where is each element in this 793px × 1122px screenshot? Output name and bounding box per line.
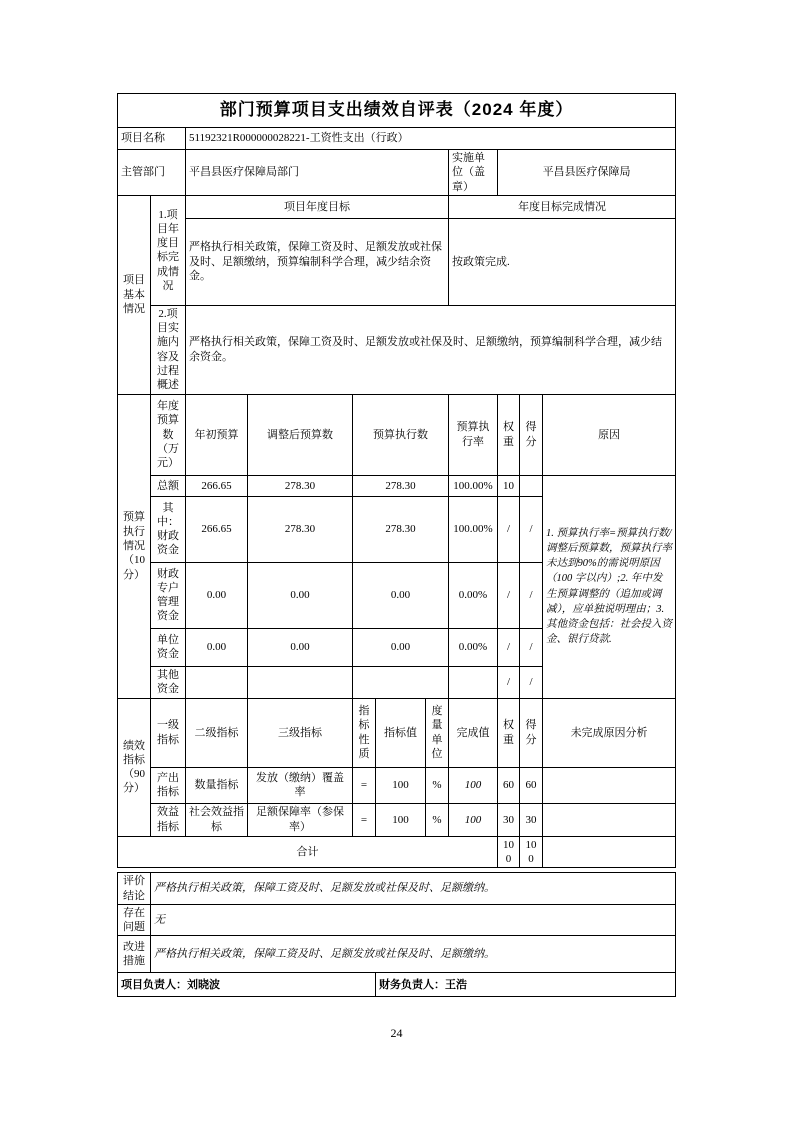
- total-reason-empty: [543, 836, 676, 868]
- perf-header-nature: 指标性质: [353, 698, 376, 767]
- perf-level3: 发放（缴纳）覆盖率: [248, 767, 353, 803]
- perf-target: 100: [376, 803, 426, 836]
- budget-rate: 100.00%: [449, 496, 498, 562]
- budget-adjusted: 0.00: [248, 628, 353, 666]
- budget-weight: /: [498, 666, 520, 698]
- completion-header: 年度目标完成情况: [449, 195, 676, 218]
- perf-nature: =: [353, 803, 376, 836]
- budget-rate: 0.00%: [449, 562, 498, 628]
- dept-value: 平昌县医疗保障局部门: [186, 150, 449, 196]
- budget-initial: 0.00: [186, 628, 248, 666]
- table-row: [118, 767, 676, 803]
- budget-weight: /: [498, 628, 520, 666]
- perf-unit: %: [426, 803, 449, 836]
- budget-executed: 278.30: [353, 475, 449, 496]
- budget-adjusted: 278.30: [248, 475, 353, 496]
- table-row: [118, 803, 676, 836]
- perf-header-target: 指标值: [376, 698, 426, 767]
- improvements-label: 改进措施: [118, 936, 151, 973]
- total-weight: 100: [498, 836, 520, 868]
- perf-score: 60: [520, 767, 543, 803]
- goal-header: 项目年度目标: [186, 195, 449, 218]
- finance-manager: 财务负责人：王浩: [376, 973, 676, 997]
- budget-row-label: 其中：财政资金: [151, 496, 186, 562]
- budget-section-label: 预算执行情况（10分）: [118, 394, 151, 698]
- table-row: [118, 475, 676, 496]
- budget-row-label: 单位资金: [151, 628, 186, 666]
- dept-label: 主管部门: [118, 150, 186, 196]
- perf-header-unit: 度量单位: [426, 698, 449, 767]
- budget-row-label: 其他资金: [151, 666, 186, 698]
- budget-rate: 0.00%: [449, 628, 498, 666]
- budget-rate: 100.00%: [449, 475, 498, 496]
- perf-weight: 30: [498, 803, 520, 836]
- budget-adjusted: [248, 666, 353, 698]
- budget-header-reason: 原因: [543, 394, 676, 475]
- budget-adjusted: 278.30: [248, 496, 353, 562]
- conclusion-label: 评价结论: [118, 873, 151, 905]
- perf-reason: [543, 767, 676, 803]
- budget-initial: 266.65: [186, 475, 248, 496]
- impl-unit-value: 平昌县医疗保障局: [498, 150, 676, 196]
- budget-score: [520, 475, 543, 496]
- budget-header-executed: 预算执行数: [353, 394, 449, 475]
- problems-label: 存在问题: [118, 904, 151, 936]
- budget-executed: [353, 666, 449, 698]
- budget-executed: 278.30: [353, 496, 449, 562]
- perf-header-level1: 一级指标: [151, 698, 186, 767]
- perf-target: 100: [376, 767, 426, 803]
- budget-executed: 0.00: [353, 562, 449, 628]
- budget-header-score: 得分: [520, 394, 543, 475]
- budget-executed: 0.00: [353, 628, 449, 666]
- budget-row-label: 总额: [151, 475, 186, 496]
- perf-weight: 60: [498, 767, 520, 803]
- budget-initial: [186, 666, 248, 698]
- budget-score: /: [520, 666, 543, 698]
- budget-header-rate: 预算执行率: [449, 394, 498, 475]
- perf-actual: 100: [449, 803, 498, 836]
- perf-level1: 产出指标: [151, 767, 186, 803]
- perf-header-level2: 二级指标: [186, 698, 248, 767]
- project-name-label: 项目名称: [118, 128, 186, 150]
- impl-text: 严格执行相关政策，保障工资及时、足额发放或社保及时、足额缴纳，预算编制科学合理，减少结余资金。: [186, 305, 676, 394]
- project-name-value: 51192321R000000028221-工资性支出（行政）: [186, 128, 676, 150]
- budget-weight: /: [498, 562, 520, 628]
- budget-weight: 10: [498, 475, 520, 496]
- perf-header-score: 得分: [520, 698, 543, 767]
- goal-text: 严格执行相关政策，保障工资及时、足额发放或社保及时、足额缴纳，预算编制科学合理，减少结余资金。: [186, 218, 449, 305]
- perf-actual: 100: [449, 767, 498, 803]
- budget-reason-note: 1. 预算执行率=预算执行数/调整后预算数，预算执行率未达到90%的需说明原因（100 字以内）;2. 年中发生预算调整的（追加或调减），应单独说明理由；3. 其他资金包括：社会投入资金、银行贷款.: [543, 475, 676, 698]
- project-manager: 项目负责人：刘晓波: [118, 973, 376, 997]
- impl-unit-label: 实施单位（盖章）: [449, 150, 498, 196]
- budget-header-weight: 权重: [498, 394, 520, 475]
- perf-score: 30: [520, 803, 543, 836]
- budget-row-label: 财政专户管理资金: [151, 562, 186, 628]
- perf-header-reason: 未完成原因分析: [543, 698, 676, 767]
- perf-level2: 社会效益指标: [186, 803, 248, 836]
- perf-header-actual: 完成值: [449, 698, 498, 767]
- budget-adjusted: 0.00: [248, 562, 353, 628]
- budget-weight: /: [498, 496, 520, 562]
- basic-section-label: 项目基本情况: [118, 195, 151, 394]
- perf-nature: =: [353, 767, 376, 803]
- budget-header-initial: 年初预算: [186, 394, 248, 475]
- summary-table: [117, 872, 676, 997]
- problems-text: 无: [151, 904, 676, 936]
- completion-text: 按政策完成.: [449, 218, 676, 305]
- self-evaluation-table: [117, 93, 677, 997]
- conclusion-text: 严格执行相关政策，保障工资及时、足额发放或社保及时、足额缴纳。: [151, 873, 676, 905]
- main-table: [117, 93, 676, 868]
- goal-row-label: 1.项目年度目标完成情况: [151, 195, 186, 305]
- page-number: 24: [390, 1026, 403, 1040]
- perf-header-weight: 权重: [498, 698, 520, 767]
- budget-score: /: [520, 496, 543, 562]
- budget-initial: 0.00: [186, 562, 248, 628]
- page-title: 部门预算项目支出绩效自评表（2024 年度）: [118, 94, 676, 128]
- impl-row-label: 2.项目实施内容及过程概述: [151, 305, 186, 394]
- perf-level2: 数量指标: [186, 767, 248, 803]
- perf-header-level3: 三级指标: [248, 698, 353, 767]
- budget-header-annual: 年度预算数（万元）: [151, 394, 186, 475]
- total-label: 合计: [118, 836, 498, 868]
- budget-initial: 266.65: [186, 496, 248, 562]
- performance-section-label: 绩效指标（90分）: [118, 698, 151, 836]
- budget-score: /: [520, 628, 543, 666]
- budget-header-adjusted: 调整后预算数: [248, 394, 353, 475]
- budget-rate: [449, 666, 498, 698]
- perf-level3: 足额保障率（参保率）: [248, 803, 353, 836]
- perf-unit: %: [426, 767, 449, 803]
- budget-score: /: [520, 562, 543, 628]
- total-score: 100: [520, 836, 543, 868]
- perf-level1: 效益指标: [151, 803, 186, 836]
- perf-reason: [543, 803, 676, 836]
- improvements-text: 严格执行相关政策，保障工资及时、足额发放或社保及时、足额缴纳。: [151, 936, 676, 973]
